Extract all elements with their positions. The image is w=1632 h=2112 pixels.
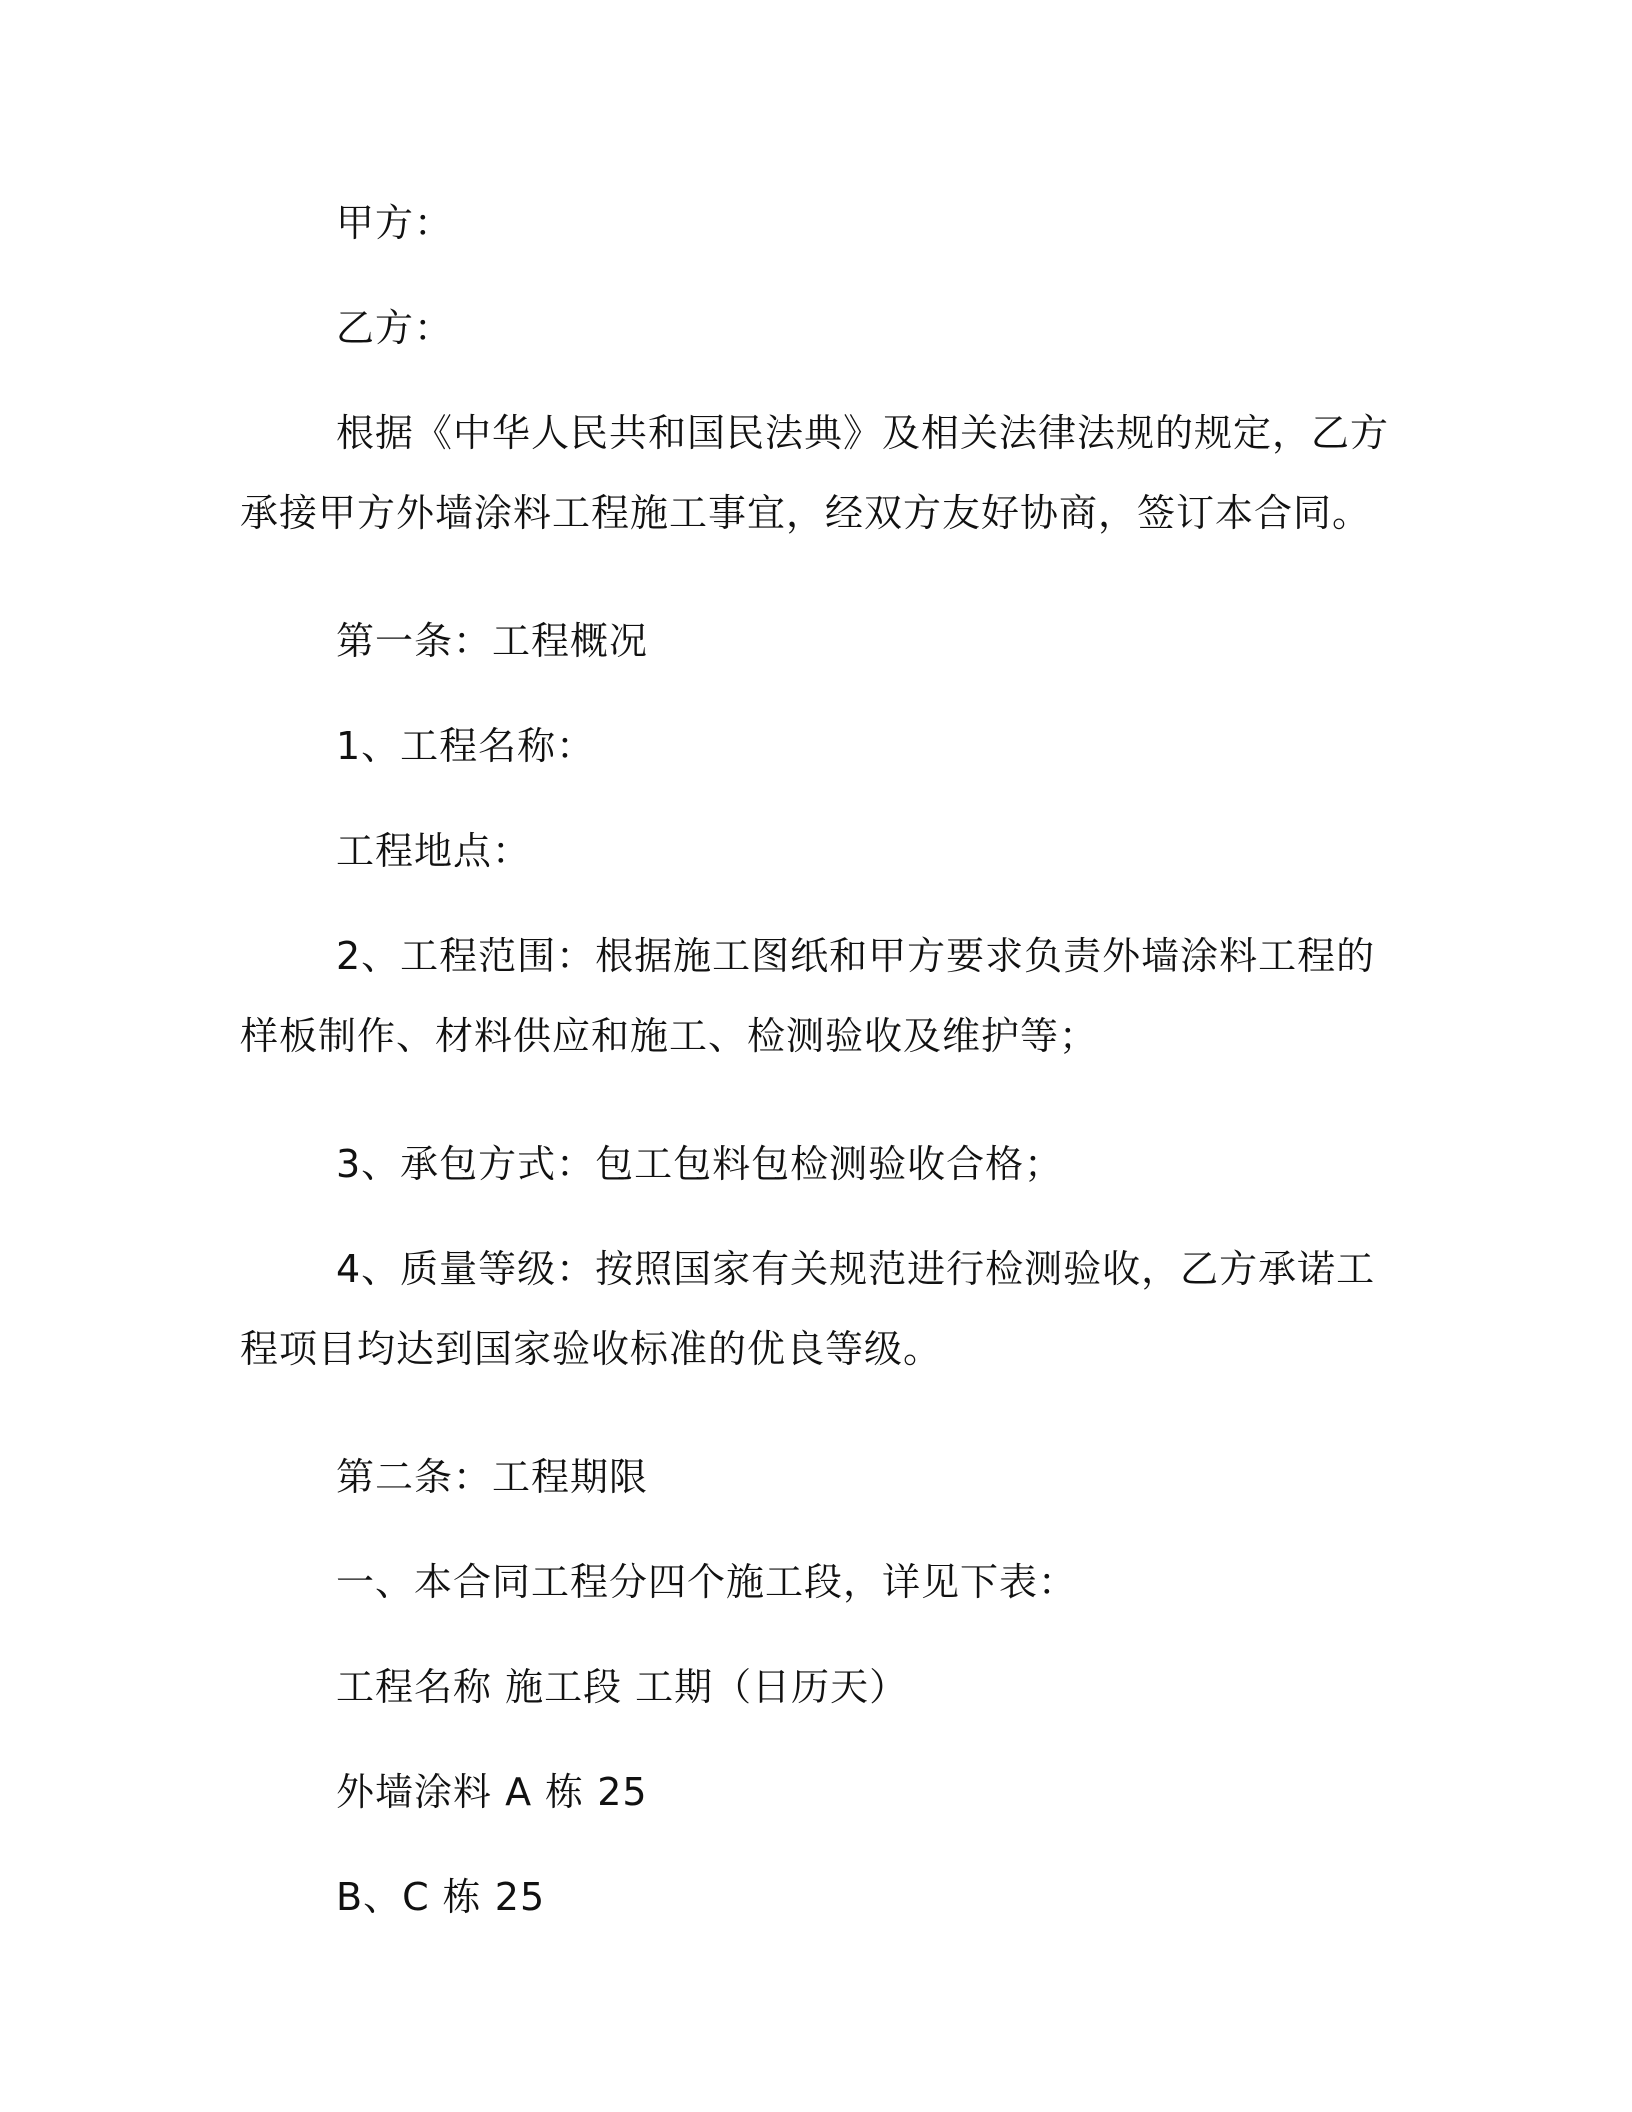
- schedule-row-bc: B、C 栋 25: [336, 1875, 546, 1919]
- project-location-line: 工程地点：: [336, 829, 532, 873]
- preamble-paragraph: 根据《中华人民共和国民法典》及相关法律法规的规定，乙方承接甲方外墙涂料工程施工事宜，经双方友好协商，签订本合同。: [240, 411, 1390, 535]
- schedule-table-header-line: 工程名称 施工段 工期（日历天）: [336, 1665, 909, 1709]
- party-b-line: 乙方：: [336, 306, 454, 350]
- party-a-line: 甲方：: [336, 201, 454, 245]
- contract-method-line: 3、承包方式：包工包料包检测验收合格；: [336, 1142, 1064, 1186]
- project-name-line: 1、工程名称：: [336, 724, 596, 768]
- schedule-row-a: 外墙涂料 A 栋 25: [336, 1770, 648, 1814]
- project-scope-paragraph: 2、工程范围：根据施工图纸和甲方要求负责外墙涂料工程的样板制作、材料供应和施工、检测验收及维护等；: [240, 934, 1376, 1058]
- article-2-heading: 第二条：工程期限: [336, 1455, 649, 1499]
- document-body: [240, 183, 1390, 1962]
- construction-phases-line: 一、本合同工程分四个施工段，详见下表：: [336, 1560, 1078, 1604]
- article-1-heading: 第一条：工程概况: [336, 619, 649, 663]
- quality-grade-paragraph: 4、质量等级：按照国家有关规范进行检测验收，乙方承诺工程项目均达到国家验收标准的优良等级。: [240, 1247, 1376, 1371]
